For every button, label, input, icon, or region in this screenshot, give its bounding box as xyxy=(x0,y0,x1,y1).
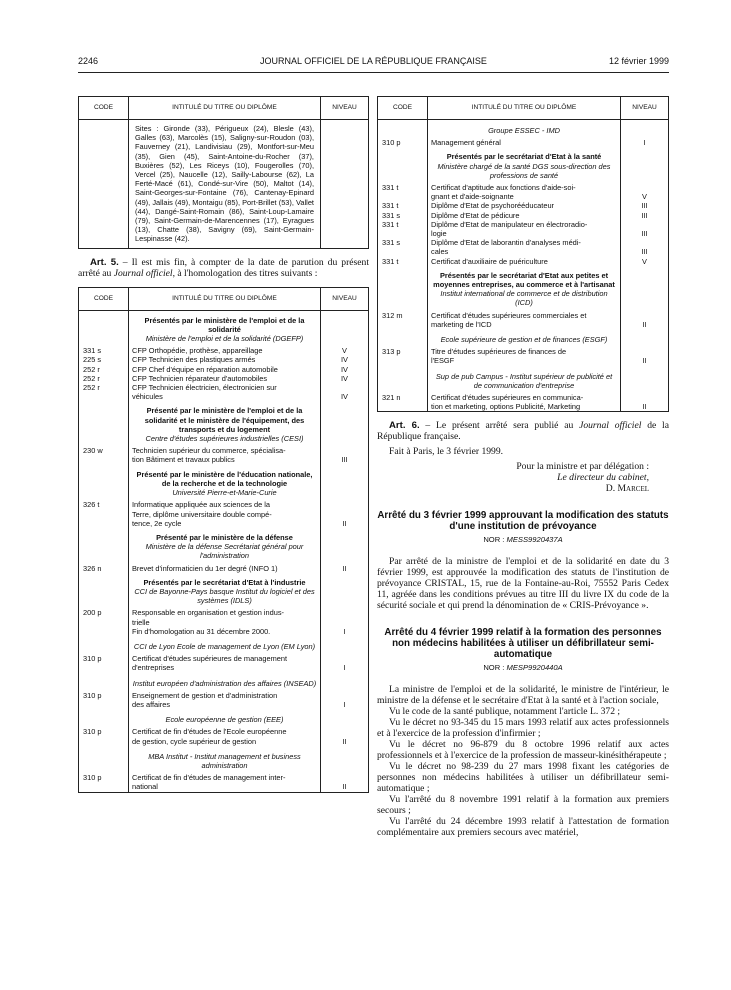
institution-name: CCI de Bayonne-Pays basque Institut du logiciel et des systèmes (IDLS) xyxy=(134,586,315,606)
diploma-title xyxy=(129,500,321,528)
table-row xyxy=(79,355,369,364)
table-row xyxy=(378,238,669,256)
title-header: INTITULÉ DU TITRE OU DIPLÔME xyxy=(129,287,321,310)
article-5: Art. 5. – Il est mis fin, à compter de la date de parution du présent arrêté au Journal officiel, à l'homologation des titres suivants : xyxy=(78,256,369,279)
diploma-title-line: marketing de l'ICD xyxy=(431,319,492,329)
diploma-title xyxy=(129,383,321,401)
diploma-code: 310 p xyxy=(378,138,428,147)
left-diploma-table xyxy=(78,287,369,793)
table-row xyxy=(378,220,669,238)
diploma-title-line: Diplôme d'Etat de pédicure xyxy=(431,210,520,220)
diploma-title xyxy=(428,393,621,412)
diploma-title-line: Certificat de fin d'études de l'Ecole européenne xyxy=(132,727,287,737)
diploma-level xyxy=(321,727,369,745)
diploma-level xyxy=(321,365,369,374)
diploma-level-value: IV xyxy=(341,373,348,383)
group-header-row xyxy=(79,401,369,446)
institution-name: MBA Institut - Institut management et business administration xyxy=(148,751,301,770)
diploma-code: 310 p xyxy=(79,654,129,672)
table-row xyxy=(79,773,369,792)
diploma-level xyxy=(321,773,369,792)
diploma-code: 225 s xyxy=(79,355,129,364)
code-header: CODE xyxy=(378,97,428,120)
table-row xyxy=(79,365,369,374)
diploma-level-value: IV xyxy=(341,355,348,365)
diploma-title xyxy=(428,347,621,365)
group-header-row xyxy=(79,465,369,501)
diploma-level-value: II xyxy=(342,518,347,528)
diploma-title-line: Certificat d'études supérieures de management xyxy=(132,654,288,664)
decree-2-paragraph: Vu le code de la santé publique, notamment l'article L. 372 ; xyxy=(389,706,621,718)
diploma-level xyxy=(621,211,669,220)
diploma-title-line: CFP Technicien des plastiques armés xyxy=(132,355,256,365)
diploma-title-line: Diplôme d'Etat de psychorééducateur xyxy=(431,201,555,211)
diploma-code: 331 t xyxy=(378,201,428,210)
diploma-title xyxy=(428,183,621,201)
decree-1-body: Par arrêté de la ministre de l'emploi et de la solidarité en date du 3 février 1999, est approuvée la modification des statuts de l'institution de prévoyance CRISTAL, 15, rue de la Fontaine-au-Roi, 75552 Paris Cedex 11, agréée dans les conditions prévues au titre III du livre IX du code de la sécurité sociale et qui prend la dénomination de « CRIS-Prévoyance ». xyxy=(377,556,669,612)
diploma-level xyxy=(621,238,669,256)
diploma-title-line: Enseignement de gestion et d'administration xyxy=(132,690,278,700)
group-header-row xyxy=(79,528,369,564)
diploma-title-line: CFP Technicien réparateur d'automobiles xyxy=(132,373,268,383)
diploma-title-line: national xyxy=(132,782,158,792)
diploma-title-line: Technicien supérieur du commerce, spécialisa- xyxy=(132,446,286,456)
diploma-level-value: II xyxy=(342,782,347,792)
institution-name: Institut international de commerce et de distribution (ICD) xyxy=(440,289,608,308)
table-row xyxy=(79,564,369,573)
diploma-title-line: Management général xyxy=(431,138,501,148)
diploma-title xyxy=(129,727,321,745)
diploma-code: 310 p xyxy=(79,691,129,709)
diploma-code: 252 r xyxy=(79,374,129,383)
group-header-row xyxy=(378,329,669,347)
diploma-code: 310 p xyxy=(79,727,129,745)
diploma-level-value: II xyxy=(642,402,647,412)
table-row xyxy=(79,727,369,745)
group-header-row xyxy=(378,120,669,139)
diploma-title xyxy=(428,238,621,256)
table-row xyxy=(79,500,369,528)
diploma-title-line: Certificat d'études supérieures en communica- xyxy=(431,393,584,403)
institution-name: Sup de pub Campus - Institut supérieur de publicité et de communication d'entreprise xyxy=(435,371,613,390)
diploma-level-value: V xyxy=(642,256,647,266)
diploma-level-value: II xyxy=(342,563,347,573)
signature-block xyxy=(377,461,669,494)
ministry-heading: Présentés par le secrétariat d'Etat à l'industrie xyxy=(143,577,306,587)
ministry-heading: Présenté par le ministère de la défense xyxy=(156,532,293,542)
diploma-title-line: Certificat d'études supérieures commerciales et xyxy=(431,310,587,320)
diploma-title-line: Responsable en organisation et gestion indus- xyxy=(132,608,285,618)
diploma-title-line: CFP Technicien électricien, électronicien sur xyxy=(132,383,277,393)
table-row xyxy=(79,383,369,401)
diploma-title xyxy=(428,220,621,238)
group-header-row xyxy=(378,266,669,311)
decree-1-title: Arrêté du 3 février 1999 approuvant la modification des statuts d'une institution de prévoyance xyxy=(377,510,669,533)
diploma-title xyxy=(428,311,621,329)
institution-name: Ministère de l'emploi et de la solidarité (DGEFP) xyxy=(145,334,304,344)
table-row xyxy=(79,654,369,672)
diploma-title xyxy=(129,355,321,364)
diploma-code: 326 t xyxy=(79,500,129,528)
diploma-code: 312 m xyxy=(378,311,428,329)
diploma-title-line: tion et marketing, options Publicité, Marketing xyxy=(431,402,581,412)
group-header-row xyxy=(79,310,369,346)
diploma-title-line: tence, 2e cycle xyxy=(132,518,182,528)
diploma-level xyxy=(621,347,669,365)
diploma-level-value: II xyxy=(642,319,647,329)
diploma-title-line: l'ESGF xyxy=(431,356,455,366)
diploma-title-line: Fin d'homologation au 31 décembre 2000. xyxy=(132,626,271,636)
diploma-level-value: IV xyxy=(341,364,348,374)
diploma-level xyxy=(621,138,669,147)
article-5-label: Art. 5. xyxy=(90,256,119,268)
diploma-level-value: I xyxy=(343,663,346,673)
diploma-level-value: I xyxy=(343,699,346,709)
diploma-title-line: Informatique appliquée aux sciences de la xyxy=(132,500,271,510)
diploma-title xyxy=(129,374,321,383)
institution-name: Ministère de la défense Secrétariat général pour l'administration xyxy=(145,542,304,561)
header-rule xyxy=(78,72,669,73)
diploma-level xyxy=(321,383,369,401)
diploma-title-line: Certificat d'auxiliaire de puériculture xyxy=(431,256,548,266)
diploma-title-line: CFP Chef d'équipe en réparation automobile xyxy=(132,364,278,374)
journal-title: JOURNAL OFFICIEL DE LA RÉPUBLIQUE FRANÇAISE xyxy=(260,56,487,66)
diploma-code: 331 s xyxy=(378,211,428,220)
diploma-title-line: gnant et d'aide-soignante xyxy=(431,192,514,202)
decree-2-paragraph: La ministre de l'emploi et de la solidarité, le ministre de l'intérieur, le ministre de la défense et le secrétaire d'Etat à la santé et à l'action sociale, xyxy=(377,684,669,707)
decree-2-paragraph: Vu l'arrêté du 24 décembre 1993 relatif à l'attestation de formation complémentaire aux premiers secours avec matériel, xyxy=(377,816,669,839)
table-row xyxy=(79,446,369,464)
diploma-title xyxy=(129,691,321,709)
diploma-level xyxy=(321,608,369,636)
signatory-name: D. Marcel xyxy=(605,483,649,495)
diploma-level xyxy=(621,393,669,412)
diploma-title-line: Diplôme d'Etat de laborantin d'analyses médi- xyxy=(431,238,581,248)
institution-name: CCI de Lyon Ecole de management de Lyon (EM Lyon) xyxy=(133,641,316,651)
ministry-heading: Présentés par le ministère de l'emploi et de la solidarité xyxy=(144,315,305,334)
title-header: INTITULÉ DU TITRE OU DIPLÔME xyxy=(428,97,621,120)
sites-list: Sites : Gironde (33), Périgueux (24), Blesle (43), Galles (63), Marcolès (15), Saligny-sur-Roudon (03), Fauverney (21), Landivisiau (29), Montfort-sur-Meu (35), Gien (45), Saint-Antoine-du-Rocher (37), Buxières (52), Les Riceys (10), Fougerolles (70), Vercel (25), Naucelle (12), Sailly-Labourse (62), La Ferté-Macé (61), Condé-sur-Vire (50), Maltot (14), Saint-Georges-sur-Fontaine (76), Cantenay-Epinard (49), Jallais (49), Montaigu (85), Port-Brillet (53), Vallet (44), Dangé-Saint-Romain (86), Saint-Loup-Lamaire (79), Saint-Germain-de-Marencennes (17), Eyragues (13), Chatte (38), Savigny (69), Saint-Germain-Lespinasse (42). xyxy=(129,120,321,249)
diploma-level-value: II xyxy=(642,356,647,366)
diploma-level-value: III xyxy=(641,247,648,257)
diploma-level xyxy=(321,346,369,355)
code-header: CODE xyxy=(79,97,129,120)
diploma-title-line: tion Bâtiment et travaux publics xyxy=(132,455,235,465)
level-header: NIVEAU xyxy=(621,97,669,120)
table-row xyxy=(79,608,369,636)
table-row xyxy=(378,257,669,266)
diploma-title-line: Certificat de fin d'études de management inter- xyxy=(132,773,286,783)
group-header-row xyxy=(79,673,369,691)
institution-name: Ecole européenne de gestion (EEE) xyxy=(165,715,284,725)
diploma-code: 331 s xyxy=(378,238,428,256)
diploma-title-line: d'entreprises xyxy=(132,663,175,673)
diploma-title xyxy=(428,257,621,266)
diploma-title xyxy=(428,211,621,220)
group-header-row xyxy=(79,636,369,654)
group-header-row xyxy=(378,366,669,393)
diploma-title-line: Titre d'études supérieures de finances de xyxy=(431,347,567,357)
institution-name: Centre d'études supérieures industrielles (CESI) xyxy=(145,434,304,444)
decree-1 xyxy=(377,510,669,611)
ministry-heading: Présentés par le secrétariat d'Etat à la santé xyxy=(446,152,602,162)
diploma-title xyxy=(129,608,321,636)
diploma-title-line: Certificat d'aptitude aux fonctions d'aide-soi- xyxy=(431,183,576,193)
institution-name: Groupe ESSEC - IMD xyxy=(488,126,560,135)
diploma-code: 230 w xyxy=(79,446,129,464)
diploma-title-line: CFP Orthopédie, prothèse, appareillage xyxy=(132,346,263,356)
diploma-title-line: véhicules xyxy=(132,392,163,402)
diploma-level-value: I xyxy=(643,138,646,148)
diploma-code: 331 t xyxy=(378,183,428,201)
decree-2-paragraph: Vu l'arrêté du 8 novembre 1991 relatif à la formation aux premiers secours ; xyxy=(377,794,669,817)
diploma-level xyxy=(621,220,669,238)
decree-1-nor: NOR : MESS9920437A xyxy=(483,535,563,545)
diploma-title-line: des affaires xyxy=(132,699,171,709)
right-column xyxy=(377,96,669,838)
diploma-code: 331 t xyxy=(378,220,428,238)
diploma-code: 321 n xyxy=(378,393,428,412)
article-6-label: Art. 6. xyxy=(389,420,420,432)
diploma-level-value: I xyxy=(343,626,346,636)
diploma-title xyxy=(129,654,321,672)
group-header-row xyxy=(79,573,369,609)
diploma-title-line: cales xyxy=(431,247,449,257)
diploma-level-value: III xyxy=(341,455,348,465)
right-diploma-table xyxy=(377,96,669,412)
diploma-level-value: V xyxy=(642,192,647,202)
level-header: NIVEAU xyxy=(321,287,369,310)
diploma-level xyxy=(621,311,669,329)
diploma-code: 326 n xyxy=(79,564,129,573)
code-header: CODE xyxy=(79,287,129,310)
decree-2 xyxy=(377,627,669,838)
sites-table xyxy=(78,96,369,249)
institution-name: Ministère chargé de la santé DGS sous-direction des professions de santé xyxy=(437,161,611,180)
place-date: Fait à Paris, le 3 février 1999. xyxy=(389,446,504,458)
diploma-code: 310 p xyxy=(79,773,129,792)
diploma-title-line: Brevet d'informaticien du 1er degré (INFO 1) xyxy=(132,563,278,573)
diploma-title xyxy=(428,138,621,147)
institution-name: Ecole supérieure de gestion et de finances (ESGF) xyxy=(440,335,608,345)
diploma-level-value: III xyxy=(641,229,648,239)
diploma-title xyxy=(129,773,321,792)
diploma-level xyxy=(321,654,369,672)
article-6: Art. 6. – Le présent arrêté sera publié au Journal officiel de la République française. xyxy=(377,420,669,443)
group-header-row xyxy=(378,147,669,183)
diploma-code: 313 p xyxy=(378,347,428,365)
diploma-level xyxy=(321,500,369,528)
table-row xyxy=(378,311,669,329)
page-number: 2246 xyxy=(78,56,99,66)
decree-2-title: Arrêté du 4 février 1999 relatif à la formation des personnes non médecins habilitées à utiliser un défibrillateur semi-automatique xyxy=(384,627,662,661)
diploma-level xyxy=(321,691,369,709)
table-row xyxy=(79,374,369,383)
diploma-level xyxy=(621,201,669,210)
table-row xyxy=(79,691,369,709)
diploma-level-value: II xyxy=(342,736,347,746)
issue-date: 12 février 1999 xyxy=(608,56,669,66)
ministry-heading: Présentés par le secrétariat d'Etat aux petites et moyennes entreprises, au commerce et à l'artisanat xyxy=(433,270,615,290)
diploma-title-line: Diplôme d'Etat de manipulateur en électroradio- xyxy=(431,219,588,229)
diploma-title-line: trielle xyxy=(132,617,150,627)
page-header xyxy=(78,56,669,70)
decree-2-paragraph: Vu le décret no 98-239 du 27 mars 1998 fixant les catégories de personnes non médecins habilitées à utiliser un défibrillateur semi-automatique ; xyxy=(377,761,669,795)
table-row xyxy=(79,346,369,355)
diploma-code: 331 t xyxy=(378,257,428,266)
diploma-level xyxy=(321,564,369,573)
signatory-role: Le directeur du cabinet, xyxy=(557,472,649,484)
diploma-title xyxy=(428,201,621,210)
diploma-level-value: V xyxy=(342,346,347,356)
table-row xyxy=(378,393,669,412)
diploma-level xyxy=(321,374,369,383)
for-minister: Pour la ministre et par délégation : xyxy=(516,461,649,473)
table-row xyxy=(378,201,669,210)
diploma-level xyxy=(321,355,369,364)
diploma-code: 252 r xyxy=(79,365,129,374)
level-header: NIVEAU xyxy=(321,97,369,120)
ministry-heading: Présenté par le ministère de l'emploi et de la solidarité et le ministère de l'équipement, des transports et du logement xyxy=(144,406,305,434)
left-column xyxy=(78,96,369,793)
institution-name: Université Pierre-et-Marie-Curie xyxy=(172,488,277,498)
diploma-code: 331 s xyxy=(79,346,129,355)
diploma-title xyxy=(129,365,321,374)
diploma-code: 200 p xyxy=(79,608,129,636)
diploma-level xyxy=(321,446,369,464)
diploma-title-line: logie xyxy=(431,229,447,239)
diploma-level xyxy=(621,257,669,266)
diploma-code: 252 r xyxy=(79,383,129,401)
diploma-level-value: III xyxy=(641,201,648,211)
decree-2-paragraph: Vu le décret no 93-345 du 15 mars 1993 relatif aux actes professionnels et à l'exercice de la profession d'infirmier ; xyxy=(377,717,669,740)
decree-2-body xyxy=(377,684,669,838)
diploma-title xyxy=(129,564,321,573)
decree-2-nor: NOR : MESP9920440A xyxy=(483,663,563,673)
group-header-row xyxy=(79,709,369,727)
diploma-level-value: III xyxy=(641,210,648,220)
diploma-title-line: Terre, diplôme universitaire double compé- xyxy=(132,509,272,519)
title-header: INTITULÉ DU TITRE OU DIPLÔME xyxy=(129,97,321,120)
diploma-title-line: de gestion, cycle supérieur de gestion xyxy=(132,736,257,746)
diploma-title xyxy=(129,346,321,355)
institution-name: Institut européen d'administration des affaires (INSEAD) xyxy=(132,678,317,688)
table-row xyxy=(378,211,669,220)
decree-2-paragraph: Vu le décret no 96-879 du 8 octobre 1996 relatif aux actes professionnels et à l'exercice de la profession de masseur-kinésithérapeute ; xyxy=(377,739,669,762)
table-row xyxy=(378,347,669,365)
table-row xyxy=(378,138,669,147)
table-row xyxy=(378,183,669,201)
diploma-level-value: IV xyxy=(341,392,348,402)
group-header-row xyxy=(79,746,369,773)
diploma-title xyxy=(129,446,321,464)
ministry-heading: Présenté par le ministère de l'éducation nationale, de la recherche et de la technologie xyxy=(136,469,313,488)
diploma-level xyxy=(621,183,669,201)
